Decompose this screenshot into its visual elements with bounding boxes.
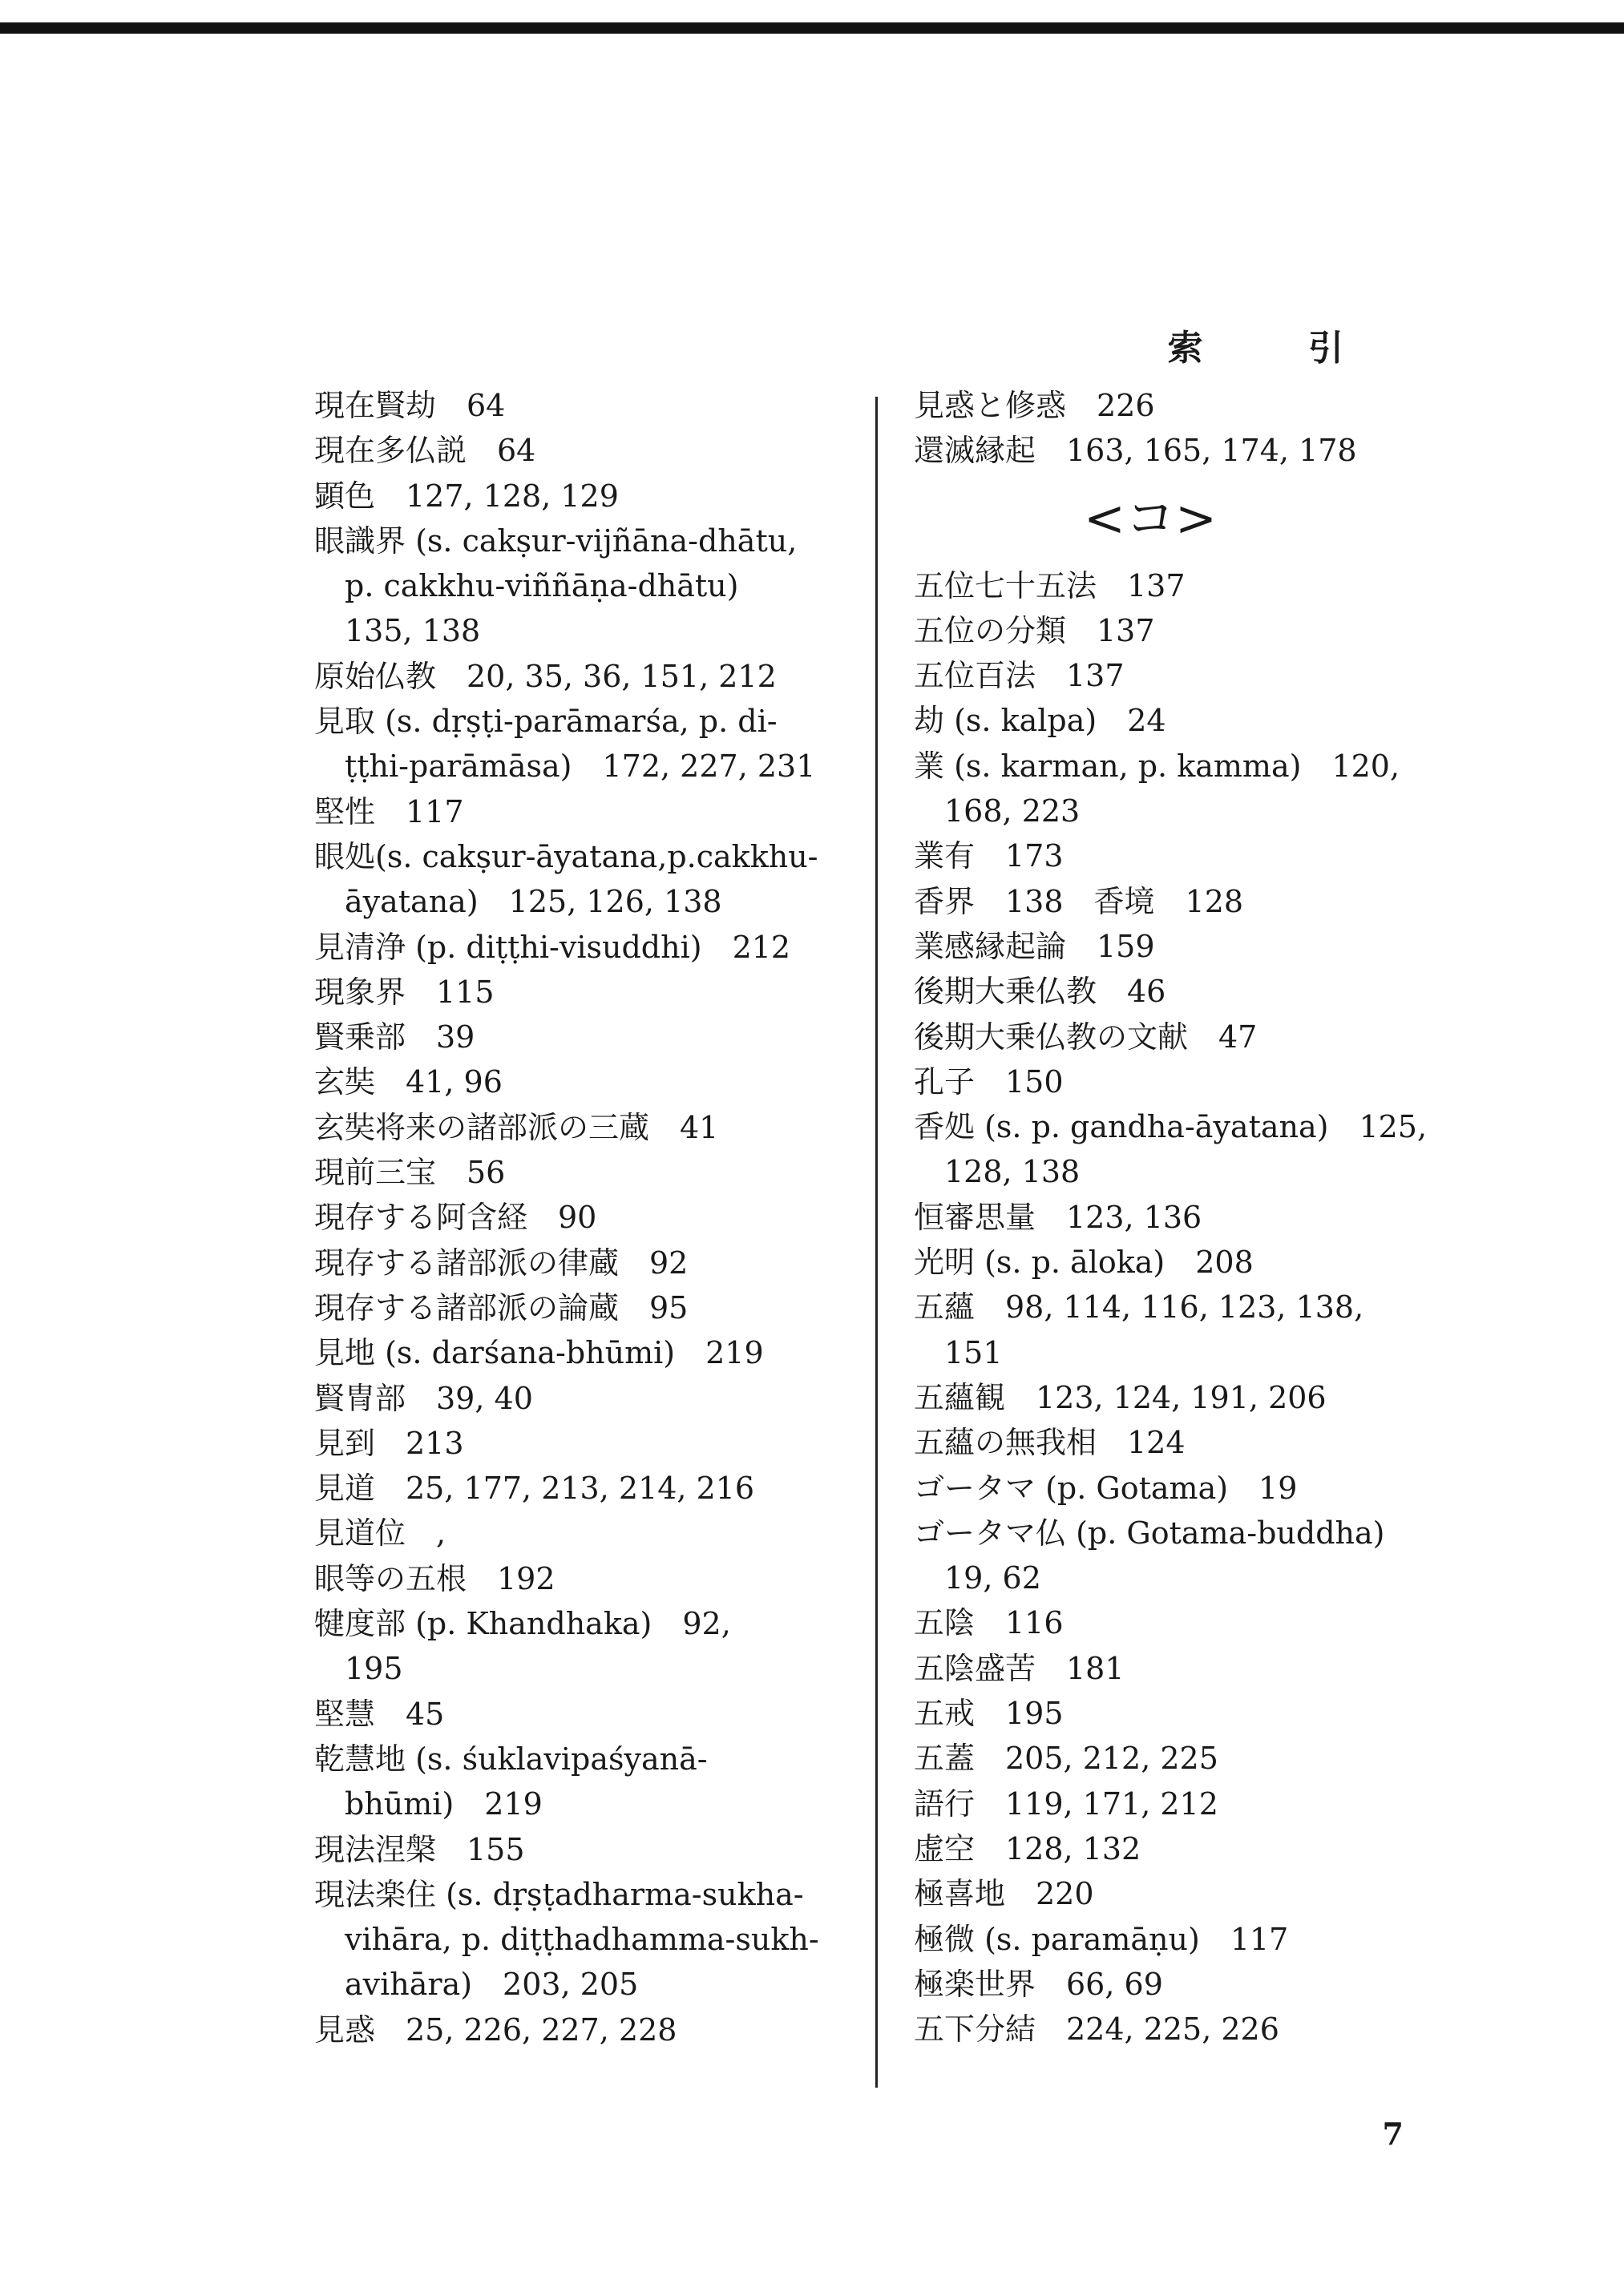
section-heading: <コ> (1084, 488, 1217, 547)
index-entry-line: 五戒 195 (914, 1696, 1064, 1732)
index-entry (314, 1692, 859, 1737)
index-entry (914, 1511, 1459, 1601)
index-entry-line: 現法涅槃 155 (314, 1831, 525, 1867)
index-entry-line: 玄奘 41, 96 (314, 1064, 503, 1100)
index-entry-line: 原始仏教 20, 35, 36, 151, 212 (314, 658, 777, 694)
index-entry (314, 1330, 859, 1375)
index-entry-continuation: bhūmi) 219 (345, 1786, 543, 1822)
index-entry-line: 現前三宝 56 (314, 1155, 506, 1191)
index-entry-line: 犍度部 (p. Khandhaka) 92, (314, 1606, 731, 1642)
index-column-left (314, 383, 859, 2052)
index-entry (314, 789, 859, 834)
index-entry-continuation: 135, 138 (345, 613, 481, 649)
index-entry (914, 1195, 1459, 1240)
index-entry-line: 極微 (s. paramāṇu) 117 (914, 1921, 1289, 1957)
index-entry (914, 1240, 1459, 1285)
index-entry (314, 1556, 859, 1601)
index-entry-line: 堅性 117 (314, 793, 464, 829)
index-entry-line: 見取 (s. dṛṣṭi-parāmarśa, p. di- (314, 704, 778, 740)
index-entry-line: 現象界 115 (314, 974, 495, 1010)
index-entry-line: 五陰 116 (914, 1605, 1064, 1641)
index-entry (314, 699, 859, 789)
index-entry-line: 五位七十五法 137 (914, 567, 1186, 603)
index-entry-line: 現在賢劫 64 (314, 388, 506, 423)
index-entry (914, 383, 1459, 428)
index-entry-line: 五陰盛苦 181 (914, 1650, 1125, 1686)
index-entry-line: 玄奘将来の諸部派の三蔵 41 (314, 1109, 719, 1145)
index-entry-line: 業有 173 (914, 838, 1064, 874)
index-entry-line: 業感縁起論 159 (914, 928, 1155, 964)
index-entry-line: 現在多仏説 64 (314, 433, 536, 469)
index-entry-line: 業 (s. karman, p. kamma) 120, (914, 748, 1400, 784)
index-entry-line: ゴータマ仏 (p. Gotama-buddha) (914, 1515, 1385, 1551)
index-entry-line: 堅慧 45 (314, 1696, 445, 1732)
index-entry-line: 五蘊 98, 114, 116, 123, 138, (914, 1289, 1364, 1326)
index-entry (914, 1600, 1459, 1645)
index-entry-continuation: 151 (944, 1334, 1003, 1370)
index-entry (314, 1872, 859, 2007)
index-entry (314, 1376, 859, 1421)
index-column-right (914, 383, 1459, 2052)
index-entry-line: 見地 (s. darśana-bhūmi) 219 (314, 1335, 764, 1371)
index-entry-line: 還滅縁起 163, 165, 174, 178 (914, 433, 1357, 469)
top-rule (0, 22, 1624, 34)
index-entry (914, 1059, 1459, 1104)
index-entry (914, 1420, 1459, 1465)
index-entry (314, 1015, 859, 1059)
index-entry (914, 1826, 1459, 1871)
index-entry-continuation: āyatana) 125, 126, 138 (345, 884, 722, 920)
index-entry-continuation: 19, 62 (944, 1560, 1041, 1596)
index-entry-line: 虚空 128, 132 (914, 1830, 1141, 1866)
index-entry-line: 後期大乗仏教の文献 47 (914, 1019, 1258, 1055)
index-entry (314, 1285, 859, 1330)
index-entry (314, 1737, 859, 1827)
index-entry-line: 現法楽住 (s. dṛṣṭadharma-sukha- (314, 1876, 804, 1912)
index-entry (314, 474, 859, 519)
column-divider (875, 397, 878, 2088)
running-head: 索 引 (1167, 328, 1390, 369)
index-entry (914, 2007, 1459, 2052)
index-entry-line: 見道 25, 177, 213, 214, 216 (314, 1471, 755, 1507)
index-entry (314, 1241, 859, 1285)
index-entry (914, 1375, 1459, 1420)
index-entry-line: 眼処(s. cakṣur-āyatana,p.cakkhu- (314, 838, 818, 874)
index-entry-continuation: p. cakkhu-viññāṇa-dhātu) (345, 568, 739, 604)
index-entry (314, 1105, 859, 1150)
index-entry (314, 1601, 859, 1692)
index-entry-line: 顕色 127, 128, 129 (314, 478, 619, 514)
index-entry-continuation: 168, 223 (944, 793, 1081, 829)
index-entry-continuation: ṭṭhi-parāmāsa) 172, 227, 231 (345, 749, 816, 785)
index-entry (314, 654, 859, 699)
index-entry-line: 香処 (s. p. gandha-āyatana) 125, (914, 1109, 1428, 1145)
index-entry-line: 五下分結 224, 225, 226 (914, 2012, 1279, 2048)
index-entry-line: 後期大乗仏教 46 (914, 974, 1166, 1010)
index-entry (314, 970, 859, 1015)
index-entry-line: 五蓋 205, 212, 225 (914, 1741, 1218, 1777)
index-entry-line: 現存する諸部派の律蔵 92 (314, 1245, 689, 1281)
index-entry (314, 428, 859, 473)
index-entry (914, 924, 1459, 969)
index-entry (914, 969, 1459, 1014)
index-entry-continuation: 195 (345, 1651, 403, 1687)
index-entry-continuation: avihāra) 203, 205 (345, 1967, 639, 2003)
index-entry (914, 1871, 1459, 1916)
index-entry-line: 孔子 150 (914, 1063, 1064, 1100)
index-entry-line: 見道位 , (314, 1515, 446, 1552)
index-entry (914, 608, 1459, 653)
index-entry (914, 833, 1459, 878)
index-entry (314, 1059, 859, 1104)
index-entry-line: 賢冑部 39, 40 (314, 1380, 533, 1416)
index-entry (914, 1917, 1459, 1962)
index-entry (914, 1015, 1459, 1059)
index-entry-line: 見到 213 (314, 1425, 464, 1461)
index-entry-line: 現存する阿含経 90 (314, 1200, 597, 1236)
index-entry (314, 383, 859, 428)
index-entry (914, 1285, 1459, 1375)
index-entry (314, 834, 859, 925)
index-entry (314, 1827, 859, 1872)
index-entry-line: 光明 (s. p. āloka) 208 (914, 1245, 1254, 1281)
index-entry (914, 1104, 1459, 1195)
index-entry-line: 賢乗部 39 (314, 1019, 475, 1055)
index-entry (314, 1150, 859, 1195)
index-entry (914, 698, 1459, 743)
index-entry (314, 1466, 859, 1511)
index-entry-line: 語行 119, 171, 212 (914, 1786, 1218, 1822)
index-entry-continuation: vihāra, p. diṭṭhadhamma-sukh- (345, 1922, 819, 1958)
index-entry (314, 1511, 859, 1556)
index-entry-line: 五蘊の無我相 124 (914, 1425, 1186, 1461)
index-entry (914, 653, 1459, 698)
index-entry-line: 恒審思量 123, 136 (914, 1199, 1202, 1235)
page-number: 7 (1382, 2116, 1404, 2152)
index-entry (914, 1782, 1459, 1826)
index-entry (914, 1962, 1459, 2007)
index-entry (914, 879, 1459, 924)
index-entry (314, 519, 859, 654)
index-entry (914, 1736, 1459, 1781)
index-entry (914, 1646, 1459, 1691)
index-entry-line: 極喜地 220 (914, 1876, 1094, 1912)
index-entry-continuation: 128, 138 (944, 1154, 1081, 1190)
index-entry-line: 香界 138 香境 128 (914, 883, 1244, 919)
index-entry-line: 見惑 25, 226, 227, 228 (314, 2012, 677, 2048)
index-entry-line: 五蘊観 123, 124, 191, 206 (914, 1379, 1327, 1415)
index-entry-line: 五位百法 137 (914, 658, 1125, 694)
index-entry-line: 乾慧地 (s. śuklavipaśyanā- (314, 1741, 708, 1777)
index-entry-line: 極楽世界 66, 69 (914, 1966, 1163, 2002)
index-entry-line: 五位の分類 137 (914, 612, 1155, 648)
index-entry (914, 1466, 1459, 1511)
index-entry (914, 428, 1459, 473)
index-entry-line: 劫 (s. kalpa) 24 (914, 703, 1166, 739)
index-entry-line: 現存する諸部派の論蔵 95 (314, 1289, 689, 1326)
index-entry (314, 1421, 859, 1466)
index-entry (314, 1195, 859, 1240)
index-entry-line: ゴータマ (p. Gotama) 19 (914, 1470, 1298, 1506)
index-entry (314, 925, 859, 970)
index-entry (314, 2007, 859, 2052)
index-entry (914, 744, 1459, 834)
index-entry (914, 1691, 1459, 1736)
index-entry-line: 見清浄 (p. diṭṭhi-visuddhi) 212 (314, 929, 791, 965)
index-entry-line: 見惑と修惑 226 (914, 388, 1155, 423)
index-entry-line: 眼識界 (s. cakṣur-vijñāna-dhātu, (314, 523, 798, 559)
index-entry-line: 眼等の五根 192 (314, 1560, 555, 1596)
index-entry (914, 563, 1459, 608)
